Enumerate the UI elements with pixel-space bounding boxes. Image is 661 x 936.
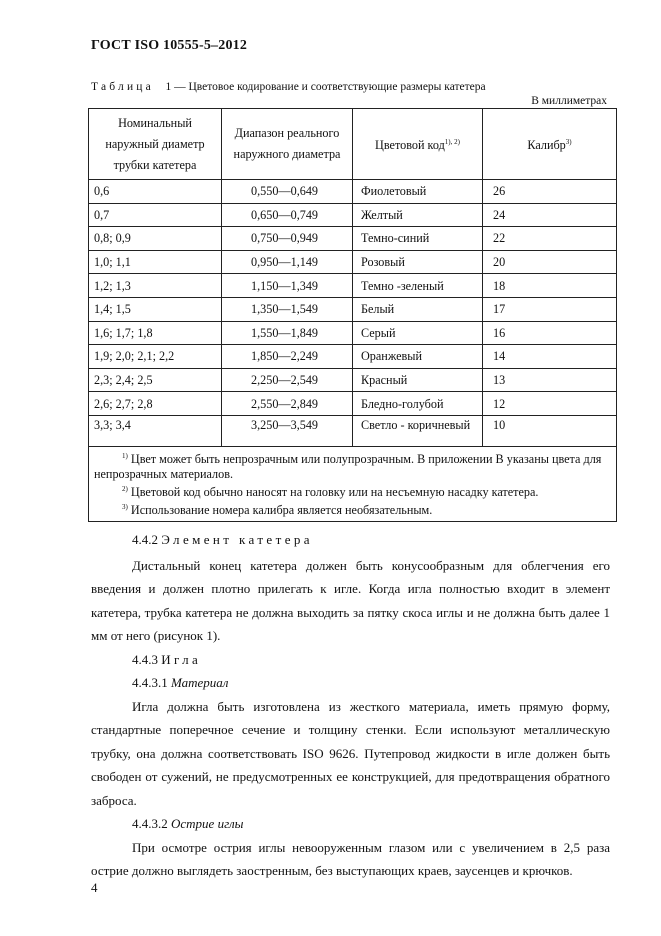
cell-gauge: 17 bbox=[483, 297, 617, 321]
cell-gauge: 16 bbox=[483, 321, 617, 345]
cell-gauge: 18 bbox=[483, 274, 617, 298]
table-header-row bbox=[89, 109, 617, 180]
footnote-3: $^{3)}$ Использование номера калибра является необязательным. bbox=[122, 502, 433, 517]
page-number: 4 bbox=[91, 880, 98, 895]
cell-nominal: 3,3; 3,4 bbox=[89, 415, 222, 446]
table-row bbox=[89, 297, 617, 321]
cell-color: Желтый bbox=[353, 203, 483, 227]
cell-nominal: 1,0; 1,1 bbox=[89, 250, 222, 274]
cell-range: 0,750—0,949 bbox=[222, 227, 353, 251]
section-4-4-3-heading: 4.4.3 Игла bbox=[132, 651, 202, 667]
footnote-1: $^{1)}$ Цвет может быть непрозрачным или полупрозрачным. В приложении В указаны цвета для непрозрачных материалов. bbox=[94, 451, 602, 481]
document-header: ГОСТ ISO 10555-5–2012 bbox=[91, 38, 248, 53]
cell-color: Бледно-голубой bbox=[353, 392, 483, 416]
section-4-4-2-heading: 4.4.2 Элемент катетера bbox=[132, 532, 313, 547]
cell-gauge: 20 bbox=[483, 250, 617, 274]
color-coding-table bbox=[88, 108, 617, 522]
table-caption-title: 1 — Цветовое кодирование и соответствующие размеры катетера bbox=[165, 81, 486, 93]
cell-nominal: 0,8; 0,9 bbox=[89, 227, 222, 251]
table-row bbox=[89, 368, 617, 392]
cell-color: Белый bbox=[353, 297, 483, 321]
cell-color: Темно-синий bbox=[353, 227, 483, 251]
cell-range: 0,550—0,649 bbox=[222, 180, 353, 204]
cell-nominal: 1,4; 1,5 bbox=[89, 297, 222, 321]
cell-gauge: 13 bbox=[483, 368, 617, 392]
footnote-ref: 1), 2) bbox=[444, 138, 460, 146]
table-row bbox=[89, 250, 617, 274]
cell-nominal: 1,2; 1,3 bbox=[89, 274, 222, 298]
header-nominal-diameter: Номинальный наружный диаметр трубки катетера bbox=[89, 109, 222, 180]
cell-nominal: 0,6 bbox=[89, 180, 222, 204]
cell-range: 1,350—1,549 bbox=[222, 297, 353, 321]
section-4-4-3-1-heading: 4.4.3.1 Материал bbox=[132, 675, 229, 690]
cell-gauge: 12 bbox=[483, 392, 617, 416]
table-row bbox=[89, 180, 617, 204]
cell-nominal: 0,7 bbox=[89, 203, 222, 227]
cell-nominal: 1,9; 2,0; 2,1; 2,2 bbox=[89, 345, 222, 369]
table-row bbox=[89, 392, 617, 416]
cell-color: Розовый bbox=[353, 250, 483, 274]
cell-color: Темно -зеленый bbox=[353, 274, 483, 298]
cell-range: 2,550—2,849 bbox=[222, 392, 353, 416]
table-row bbox=[89, 345, 617, 369]
cell-color: Фиолетовый bbox=[353, 180, 483, 204]
cell-color: Красный bbox=[353, 368, 483, 392]
cell-nominal: 1,6; 1,7; 1,8 bbox=[89, 321, 222, 345]
section-4-4-3-1-text: Игла должна быть изготовлена из жесткого материала, иметь прямую форму, стандартные поперечное сечение и толщину стенки. Если используют металлическую трубку, она должна соответствовать ISO 9626. Путепровод жидкости в игле должен быть свободен от сужений, не предусмотренных ее конструкцией, для предотвращения обратного заброса. bbox=[91, 698, 610, 808]
table-caption-word: Таблица bbox=[91, 81, 154, 93]
cell-gauge: 22 bbox=[483, 227, 617, 251]
table-row bbox=[89, 321, 617, 345]
section-body bbox=[91, 528, 610, 883]
cell-range: 1,550—1,849 bbox=[222, 321, 353, 345]
cell-color: Оранжевый bbox=[353, 345, 483, 369]
cell-range: 0,950—1,149 bbox=[222, 250, 353, 274]
table-row bbox=[89, 227, 617, 251]
cell-range: 0,650—0,749 bbox=[222, 203, 353, 227]
cell-nominal: 2,3; 2,4; 2,5 bbox=[89, 368, 222, 392]
cell-range: 3,250—3,549 bbox=[222, 415, 353, 446]
header-gauge: Калибр$^{3)}$ bbox=[483, 109, 617, 180]
cell-range: 2,250—2,549 bbox=[222, 368, 353, 392]
table-row bbox=[89, 203, 617, 227]
cell-color: Светло - коричневый bbox=[353, 415, 483, 446]
footnote-ref: 3) bbox=[565, 138, 572, 146]
cell-gauge: 10 bbox=[483, 415, 617, 446]
cell-range: 1,850—2,249 bbox=[222, 345, 353, 369]
cell-gauge: 24 bbox=[483, 203, 617, 227]
cell-color: Серый bbox=[353, 321, 483, 345]
table-row bbox=[89, 274, 617, 298]
header-actual-range: Диапазон реального наружного диаметра bbox=[222, 109, 353, 180]
cell-nominal: 2,6; 2,7; 2,8 bbox=[89, 392, 222, 416]
table-units: В миллиметрах bbox=[531, 95, 607, 107]
cell-gauge: 14 bbox=[483, 345, 617, 369]
section-4-4-3-2-text: При осмотре острия иглы невооруженным глазом или с увеличением в 2,5 раза острие должно выглядеть заостренным, без выступающих краев, заусенцев и крючков. bbox=[91, 839, 610, 878]
section-4-4-3-2-heading: 4.4.3.2 Острие иглы bbox=[132, 816, 244, 831]
cell-range: 1,150—1,349 bbox=[222, 274, 353, 298]
table-row bbox=[89, 415, 617, 446]
section-4-4-2-text: Дистальный конец катетера должен быть конусообразным для облегчения его введения и должен плотно прилегать к игле. Когда игла полностью входит в элемент катетера, трубка катетера не должна выходить за пятку скоса иглы и не должна быть далее 1 мм от него (рисунок 1). bbox=[91, 557, 610, 643]
cell-gauge: 26 bbox=[483, 180, 617, 204]
table-caption bbox=[91, 81, 486, 93]
header-color-code: Цветовой код$^{1), 2)}$ bbox=[353, 109, 483, 180]
table-footnotes bbox=[89, 446, 617, 521]
footnote-2: $^{2)}$ Цветовой код обычно наносят на головку или на несъемную насадку катетера. bbox=[122, 484, 539, 499]
